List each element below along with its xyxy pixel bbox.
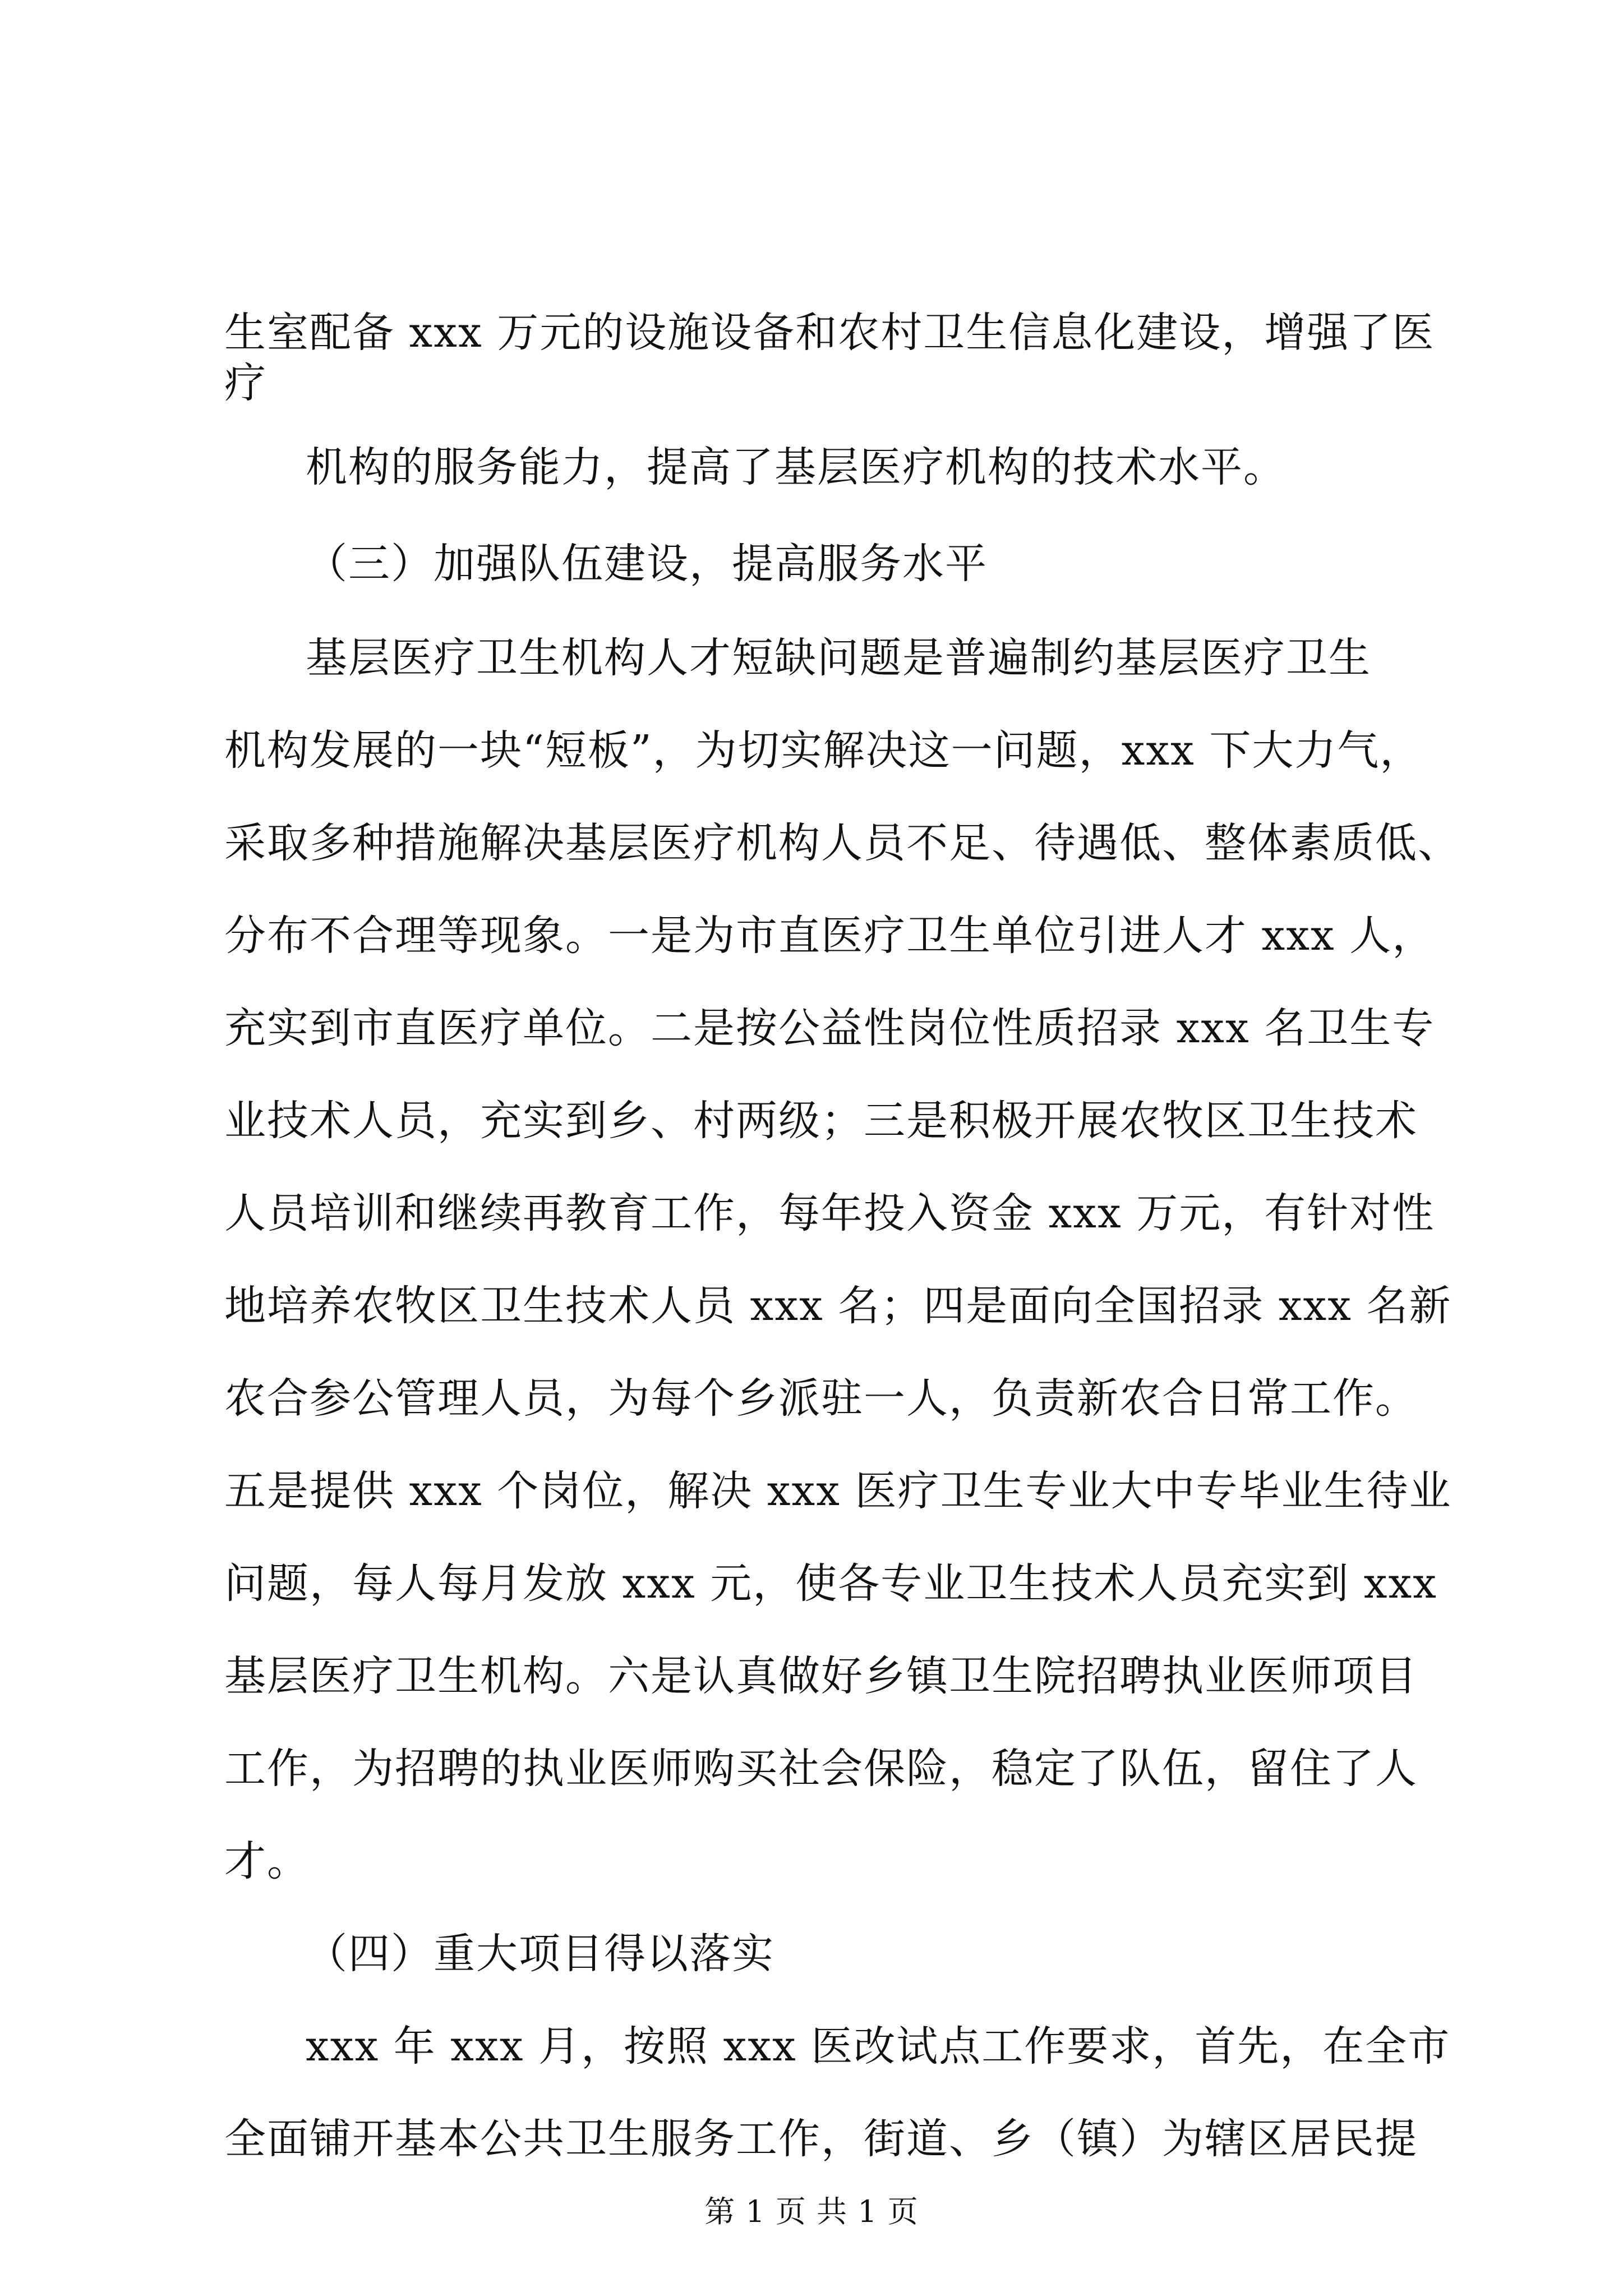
text-line: 充实到市直医疗单位。二是按公益性岗位性质招录 xxx 名卫生专: [224, 1004, 1435, 1052]
text-line: 工作，为招聘的执业医师购买社会保险，稳定了队伍，留住了人: [224, 1745, 1418, 1793]
text-line: 机构的服务能力，提高了基层医疗机构的技术水平。: [306, 443, 1286, 491]
text-line: 地培养农牧区卫生技术人员 xxx 名；四是面向全国招录 xxx 名新: [224, 1282, 1452, 1330]
text-line: 业技术人员，充实到乡、村两级；三是积极开展农牧区卫生技术: [224, 1097, 1418, 1145]
text-line: 机构发展的一块“短板”，为切实解决这一问题，xxx 下大力气，: [224, 726, 1423, 775]
text-line: 基层医疗卫生机构人才短缺问题是普遍制约基层医疗卫生: [306, 634, 1371, 682]
text-line: 问题，每人每月发放 xxx 元，使各专业卫生技术人员充实到 xxx: [224, 1559, 1437, 1608]
text-line: 分布不合理等现象。一是为市直医疗卫生单位引进人才 xxx 人，: [224, 912, 1435, 960]
text-line: 生室配备 xxx 万元的设施设备和农村卫生信息化建设，增强了医: [224, 309, 1435, 357]
page-footer: 第 1 页 共 1 页: [704, 2194, 919, 2229]
text-line: 基层医疗卫生机构。六是认真做好乡镇卫生院招聘执业医师项目: [224, 1652, 1418, 1700]
section-heading: （三）加强队伍建设，提高服务水平: [306, 540, 988, 588]
text-line: 五是提供 xxx 个岗位，解决 xxx 医疗卫生专业大中专毕业生待业: [224, 1467, 1452, 1515]
text-line: 疗: [224, 359, 267, 407]
text-line: 采取多种措施解决基层医疗机构人员不足、待遇低、整体素质低、: [224, 819, 1460, 867]
text-line: 全面铺开基本公共卫生服务工作，街道、乡（镇）为辖区居民提: [224, 2115, 1418, 2163]
text-line: 农合参公管理人员，为每个乡派驻一人，负责新农合日常工作。: [224, 1374, 1418, 1423]
text-line: 人员培训和继续再教育工作，每年投入资金 xxx 万元，有针对性: [224, 1189, 1435, 1237]
text-line: xxx 年 xxx 月，按照 xxx 医改试点工作要求，首先，在全市: [306, 2022, 1451, 2070]
text-line: 才。: [224, 1837, 310, 1885]
section-heading: （四）重大项目得以落实: [306, 1930, 774, 1978]
